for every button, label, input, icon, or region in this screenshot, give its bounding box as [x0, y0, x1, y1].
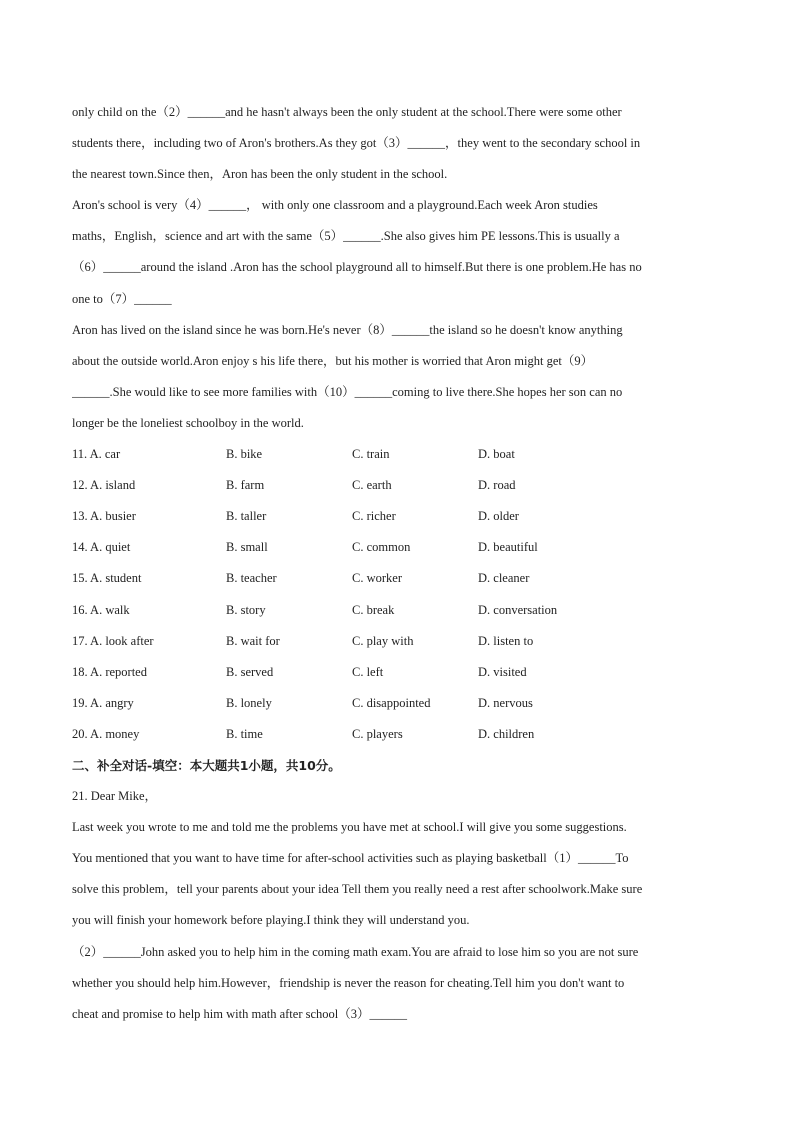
option-row-12 [72, 470, 722, 501]
option-b: B. lonely [226, 695, 272, 710]
option-a: 20. A. money [72, 726, 140, 741]
option-row-17 [72, 626, 722, 657]
option-b: B. taller [226, 509, 267, 524]
option-d: D. children [478, 726, 535, 741]
option-row-13 [72, 501, 722, 532]
passage [72, 97, 722, 439]
option-c: C. common [352, 540, 411, 555]
option-a: 14. A. quiet [72, 540, 131, 555]
section-heading: 二、补全对话-填空：本大题共1小题，共10分。 [72, 757, 341, 773]
option-a: 17. A. look after [72, 633, 154, 648]
option-a: 13. A. busier [72, 509, 136, 524]
letter-line: 21. Dear Mike， [72, 789, 158, 804]
letter-line: （2）______John asked you to help him in the coming math exam.You are afraid to lose him so you are not sure [72, 944, 639, 959]
passage-line: the nearest town.Since then，Aron has been the only student in the school. [72, 167, 448, 182]
letter-line: whether you should help him.However，friendship is never the reason for cheating.Tell him you don't want to [72, 975, 625, 990]
passage-line: ______.She would like to see more families with（10）______coming to live there.She hopes her son can no [72, 384, 623, 399]
option-a: 18. A. reported [72, 664, 147, 679]
option-c: C. earth [352, 478, 392, 493]
option-b: B. teacher [226, 571, 277, 586]
option-d: D. cleaner [478, 571, 530, 586]
option-d: D. older [478, 509, 519, 524]
option-c: C. richer [352, 509, 396, 524]
passage-line: one to（7）______ [72, 291, 172, 306]
option-c: C. disappointed [352, 695, 431, 710]
passage-line: maths，English，science and art with the same（5）______.She also gives him PE lessons.This is usually a [72, 229, 620, 244]
option-c: C. train [352, 447, 390, 462]
letter-line: you will finish your homework before playing.I think they will understand you. [72, 913, 470, 928]
option-row-15 [72, 563, 722, 594]
option-c: C. players [352, 726, 403, 741]
option-b: B. story [226, 602, 266, 617]
option-b: B. bike [226, 447, 263, 462]
option-row-14 [72, 532, 722, 563]
option-b: B. wait for [226, 633, 280, 648]
option-row-16 [72, 595, 722, 626]
passage-line: Aron's school is very（4）______， with only one classroom and a playground.Each week Aron studies [72, 198, 598, 213]
options-list [72, 439, 722, 750]
option-b: B. farm [226, 478, 265, 493]
option-a: 16. A. walk [72, 602, 130, 617]
passage-line: Aron has lived on the island since he was born.He's never（8）______the island so he doesn't know anything [72, 322, 623, 337]
letter-line: solve this problem，tell your parents about your idea Tell them you really need a rest after schoolwork.Make sure [72, 882, 643, 897]
option-b: B. small [226, 540, 268, 555]
letter-line: cheat and promise to help him with math after school（3）______ [72, 1006, 407, 1021]
passage-line: only child on the（2）______and he hasn't always been the only student at the school.There were some other [72, 105, 622, 119]
option-a: 19. A. angry [72, 695, 134, 710]
option-a: 11. A. car [72, 447, 121, 462]
option-row-20 [72, 719, 722, 750]
option-row-19 [72, 688, 722, 719]
option-row-11 [72, 439, 722, 470]
passage-line: （6）______around the island .Aron has the school playground all to himself.But there is one problem.He has no [72, 260, 642, 275]
option-d: D. nervous [478, 695, 533, 710]
option-c: C. break [352, 602, 395, 617]
option-a: 15. A. student [72, 571, 142, 586]
option-d: D. conversation [478, 602, 558, 617]
passage-line: students there，including two of Aron's brothers.As they got（3）______，they went to the secondary school in [72, 136, 641, 151]
letter [72, 781, 722, 1030]
option-d: D. listen to [478, 633, 534, 648]
letter-line: Last week you wrote to me and told me the problems you have met at school.I will give you some suggestions. [72, 820, 627, 835]
option-d: D. beautiful [478, 540, 538, 555]
option-b: B. served [226, 664, 274, 679]
option-b: B. time [226, 726, 263, 741]
option-a: 12. A. island [72, 478, 136, 493]
passage-line: about the outside world.Aron enjoy s his life there，but his mother is worried that Aron might get（9） [72, 353, 594, 368]
option-d: D. visited [478, 664, 527, 679]
option-d: D. boat [478, 447, 515, 462]
document-page [72, 97, 722, 1030]
option-c: C. play with [352, 633, 414, 648]
letter-line: You mentioned that you want to have time for after-school activities such as playing basketball（1）______To [72, 851, 629, 866]
option-c: C. worker [352, 571, 402, 586]
passage-line: longer be the loneliest schoolboy in the world. [72, 415, 304, 430]
option-row-18 [72, 657, 722, 688]
option-d: D. road [478, 478, 516, 493]
option-c: C. left [352, 664, 384, 679]
